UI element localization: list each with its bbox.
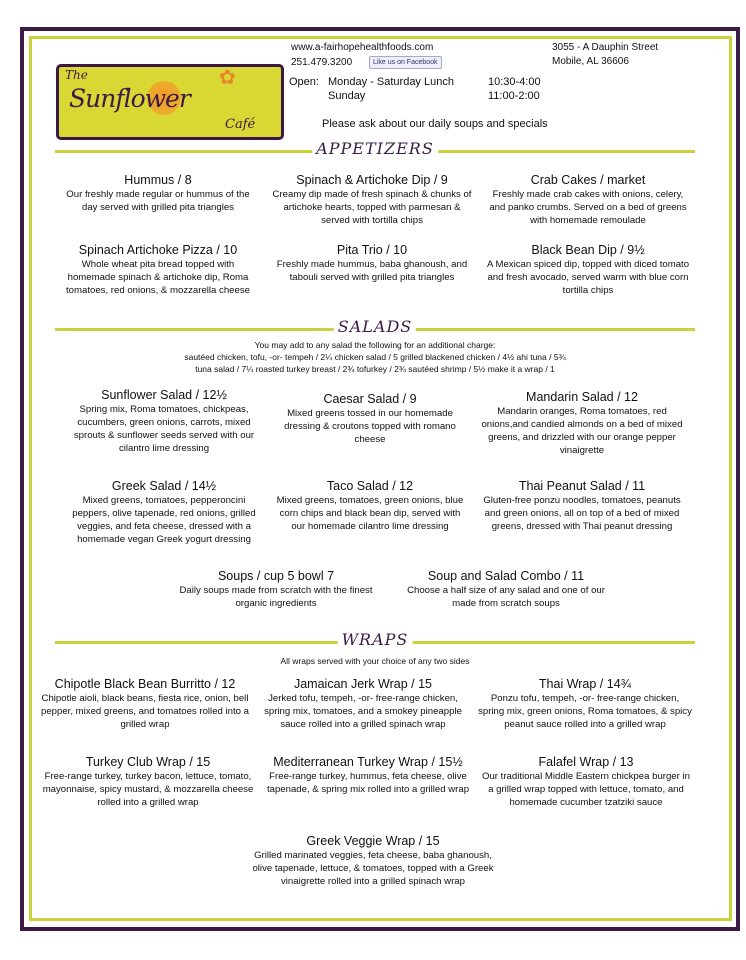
hours-days-sunday: Sunday	[328, 90, 366, 102]
specials-note: Please ask about our daily soups and specials	[322, 118, 548, 130]
wraps-menu-item	[243, 833, 503, 888]
item-title: Mediterranean Turkey Wrap / 15½	[273, 755, 463, 769]
item-title: Spinach Artichoke Pizza / 10	[78, 243, 238, 257]
item-description: Gluten-free ponzu noodles, tomatoes, peanuts and green onions, all on top of a bed of mixed greens, dressed with Thai peanut dressing	[483, 495, 681, 532]
item-title: Hummus / 8	[124, 173, 192, 187]
salads-menu-item	[272, 478, 468, 533]
appetizers-menu-item	[270, 242, 475, 284]
phone-row	[291, 56, 442, 69]
item-description: Free-range turkey, turkey bacon, lettuce, tomato, mayonnaise, spicy mustard, & mozzarella cheese rolled into a grilled wrap	[42, 771, 254, 808]
item-description: Daily soups made from scratch with the finest organic ingredients	[179, 585, 373, 609]
appetizers-menu-item	[270, 172, 475, 227]
wraps-menu-item	[256, 676, 470, 731]
appetizers-title: APPETIZERS	[312, 139, 438, 158]
salads-menu-item	[66, 387, 262, 455]
item-description: Whole wheat pita bread topped with homemade spinach & artichoke dip, Roma tomatoes, red onions, & mozzarella cheese	[66, 259, 250, 296]
item-title: Mandarin Salad / 12	[526, 390, 638, 404]
item-title: Pita Trio / 10	[336, 243, 408, 257]
wraps-heading	[55, 632, 695, 652]
item-description: Jerked tofu, tempeh, -or- free-range chicken, spring mix, tomatoes, and a smokey pineapple sauce rolled into a grilled spinach wrap	[264, 693, 462, 730]
wraps-menu-item	[479, 754, 693, 809]
item-title: Spinach & Artichoke Dip / 9	[296, 173, 448, 187]
item-title: Thai Wrap / 14¾	[538, 677, 632, 691]
wraps-note: All wraps served with your choice of any two sides	[280, 656, 470, 666]
item-description: Our traditional Middle Eastern chickpea burger in a grilled wrap topped with lettuce, tomato, and homemade cucumber tzatziki sauce	[482, 771, 690, 808]
item-title: Jamaican Jerk Wrap / 15	[293, 677, 433, 691]
item-description: Ponzu tofu, tempeh, -or- free-range chicken, spring mix, green onions, Roma tomatoes, & spicy peanut sauce rolled into a grilled wrap	[478, 693, 692, 730]
logo-text-sunflower: Sunflower	[69, 84, 190, 113]
salads-heading	[55, 319, 695, 339]
item-description: Grilled marinated veggies, feta cheese, baba ghanoush, olive tapenade, lettuce, & tomatoes, topped with a Greek vinaigrette rolled into a grilled spinach wrap	[252, 850, 494, 887]
item-title: Thai Peanut Salad / 11	[518, 479, 646, 493]
salads-menu-item	[396, 568, 616, 610]
item-title: Soups / cup 5 bowl 7	[217, 569, 335, 583]
salads-menu-item	[272, 391, 468, 446]
appetizers-menu-item	[486, 242, 691, 297]
item-description: Our freshly made regular or hummus of the day served with grilled pita triangles	[66, 189, 250, 213]
phone-number: 251.479.3200	[291, 57, 353, 69]
appetizers-menu-item	[486, 172, 691, 227]
item-description: Mixed greens tossed in our homemade dressing & croutons topped with romano cheese	[284, 408, 456, 445]
salads-menu-item	[477, 478, 687, 533]
item-title: Black Bean Dip / 9½	[531, 243, 645, 257]
address-line2: Mobile, AL 36606	[552, 56, 629, 67]
item-title: Crab Cakes / market	[530, 173, 646, 187]
item-title: Soup and Salad Combo / 11	[427, 569, 585, 583]
salad-addons-line1: sautéed chicken, tofu, -or- tempeh / 2¼ chicken salad / 5 grilled blackened chicken / 4½ ahi tuna / 5¾	[184, 352, 566, 362]
wraps-menu-item	[478, 676, 692, 731]
salads-menu-item	[171, 568, 381, 610]
wraps-menu-item	[40, 676, 250, 731]
item-title: Turkey Club Wrap / 15	[85, 755, 211, 769]
appetizers-menu-item	[58, 172, 258, 214]
appetizers-heading	[55, 141, 695, 161]
salads-menu-item	[66, 478, 262, 546]
sunflower-cafe-logo	[56, 64, 284, 140]
item-title: Caesar Salad / 9	[323, 392, 417, 406]
item-description: Choose a half size of any salad and one of our made from scratch soups	[407, 585, 605, 609]
facebook-like-button[interactable]: Like us on Facebook	[369, 56, 442, 69]
item-description: Mixed greens, tomatoes, pepperoncini peppers, olive tapenade, red onions, grilled veggies, and feta cheese, dressed with a homemade vegan Greek yogurt dressing	[72, 495, 256, 545]
logo-text-cafe: Café	[225, 117, 256, 132]
item-title: Falafel Wrap / 13	[538, 755, 634, 769]
item-title: Chipotle Black Bean Burritto / 12	[54, 677, 236, 691]
salad-addons-line2: tuna salad / 7¼ roasted turkey breast / 2¾ tofurkey / 2¾ sautéed shrimp / 5½ make it a wrap / 1	[195, 364, 555, 374]
item-description: Spring mix, Roma tomatoes, chickpeas, cucumbers, green onions, carrots, mixed sprouts & sunflower seeds served with our cilantro lime dressing	[73, 404, 255, 454]
hours-time-sunday: 11:00-2:00	[488, 90, 540, 102]
address-line1: 3055 - A Dauphin Street	[552, 42, 659, 53]
hours-days-weekday: Monday - Saturday Lunch	[328, 76, 454, 88]
item-description: Freshly made hummus, baba ghanoush, and tabouli served with grilled pita triangles	[276, 259, 468, 283]
item-title: Greek Salad / 14½	[111, 479, 217, 493]
salad-addons-intro: You may add to any salad the following for an additional charge:	[254, 340, 496, 350]
item-description: Chipotle aioli, black beans, fiesta rice, onion, bell pepper, mixed greens, and tomatoes rolled into a grilled wrap	[41, 693, 249, 730]
salads-menu-item	[477, 389, 687, 457]
item-description: A Mexican spiced dip, topped with diced tomato and fresh avocado, served warm with blue corn tortilla chips	[486, 259, 690, 296]
item-description: Mixed greens, tomatoes, green onions, blue corn chips and black bean dip, served with our homemade cilantro lime dressing	[276, 495, 464, 532]
item-description: Free-range turkey, hummus, feta cheese, olive tapenade, & spring mix rolled into a grilled wrap	[266, 771, 470, 795]
item-title: Taco Salad / 12	[326, 479, 414, 493]
wraps-menu-item	[262, 754, 474, 796]
website-link[interactable]: www.a-fairhopehealthfoods.com	[291, 42, 434, 53]
wraps-title: WRAPS	[338, 630, 413, 649]
item-description: Mandarin oranges, Roma tomatoes, red onions,and candied almonds on a bed of mixed greens, and drizzled with our orange pepper vinaigrette	[481, 406, 683, 456]
appetizers-menu-item	[58, 242, 258, 297]
logo-text-the: The	[65, 68, 88, 82]
item-description: Creamy dip made of fresh spinach & chunks of artichoke hearts, topped with parmesan & served with tortilla chips	[272, 189, 472, 226]
item-description: Freshly made crab cakes with onions, celery, and panko crumbs. Served on a bed of greens with homemade remoulade	[489, 189, 687, 226]
wraps-menu-item	[41, 754, 255, 809]
salads-title: SALADS	[334, 317, 416, 336]
item-title: Sunflower Salad / 12½	[101, 388, 227, 402]
flower-icon: ✿	[219, 67, 236, 89]
open-label: Open:	[289, 76, 319, 88]
item-title: Greek Veggie Wrap / 15	[306, 834, 440, 848]
hours-time-weekday: 10:30-4:00	[488, 76, 541, 88]
